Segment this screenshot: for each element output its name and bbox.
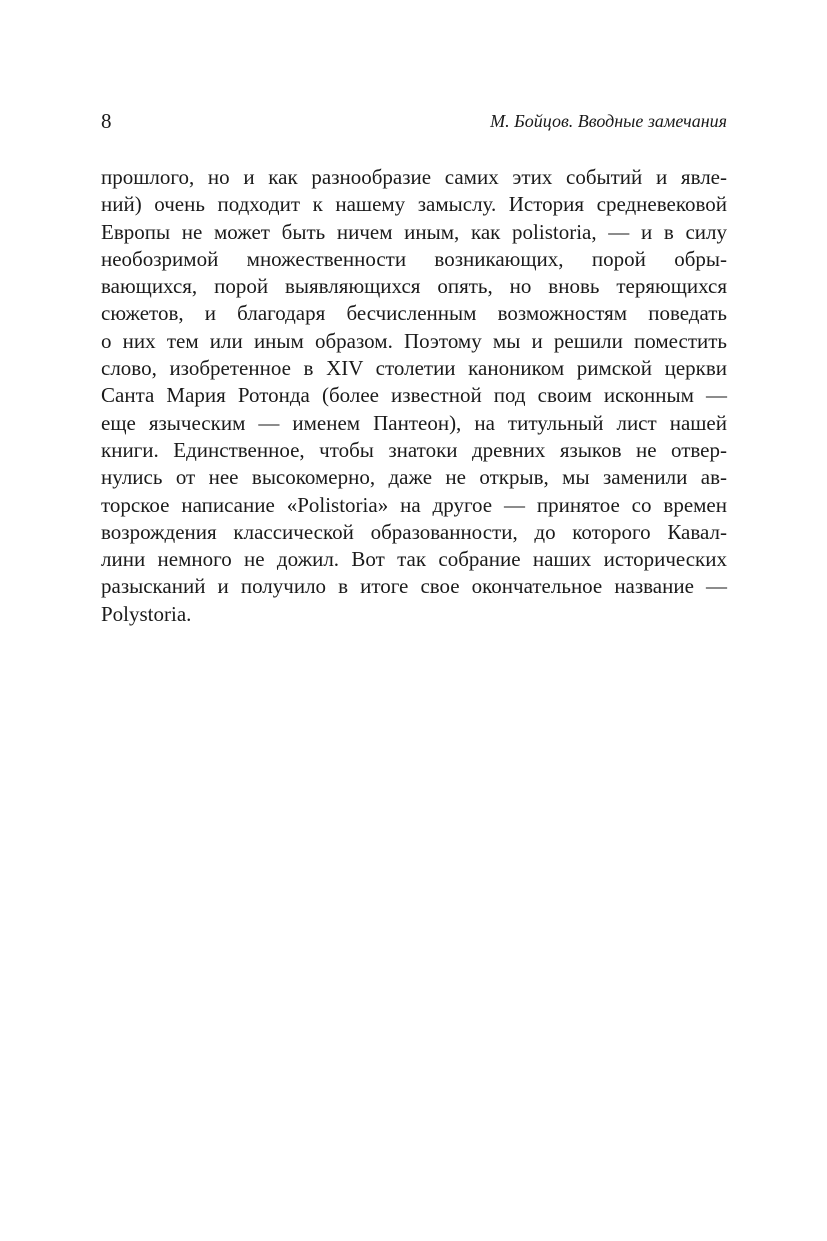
text-line: сюжетов, и благодаря бесчисленным возможностям поведать [101, 301, 727, 326]
page-header [101, 106, 727, 136]
body-paragraph [101, 164, 727, 628]
running-head: М. Бойцов. Вводные замечания [490, 111, 727, 131]
text-line: книги. Единственное, чтобы знатоки древних языков не отвер- [101, 437, 727, 462]
text-line: еще языческим — именем Пантеон), на титульный лист нашей [101, 410, 727, 435]
text-line: возрождения классической образованности, до которого Кавал- [101, 519, 727, 544]
text-line: торское написание «Polistoria» на другое — принятое со времен [101, 492, 727, 517]
text-line: прошлого, но и как разнообразие самих этих событий и явле- [101, 165, 727, 189]
text-line: ний) очень подходит к нашему замыслу. История средневековой [101, 192, 727, 217]
text-line: о них тем или иным образом. Поэтому мы и решили поместить [101, 328, 727, 353]
text-line: разысканий и получило в итоге свое окончательное название — [101, 574, 727, 599]
text-line: Санта Мария Ротонда (более известной под своим исконным — [101, 383, 727, 408]
text-line: вающихся, порой выявляющихся опять, но вновь теряющихся [101, 274, 727, 299]
text-line: Европы не может быть ничем иным, как polistoria, — и в силу [101, 219, 727, 244]
text-line: Polystoria. [101, 601, 192, 626]
page-number: 8 [101, 109, 112, 133]
text-line: необозримой множественности возникающих, порой обры- [101, 246, 727, 271]
text-line: слово, изобретенное в XIV столетии каноником римской церкви [101, 356, 727, 381]
text-line: лини немного не дожил. Вот так собрание наших исторических [101, 547, 727, 572]
text-line: нулись от нее высокомерно, даже не открыв, мы заменили ав- [101, 465, 727, 490]
